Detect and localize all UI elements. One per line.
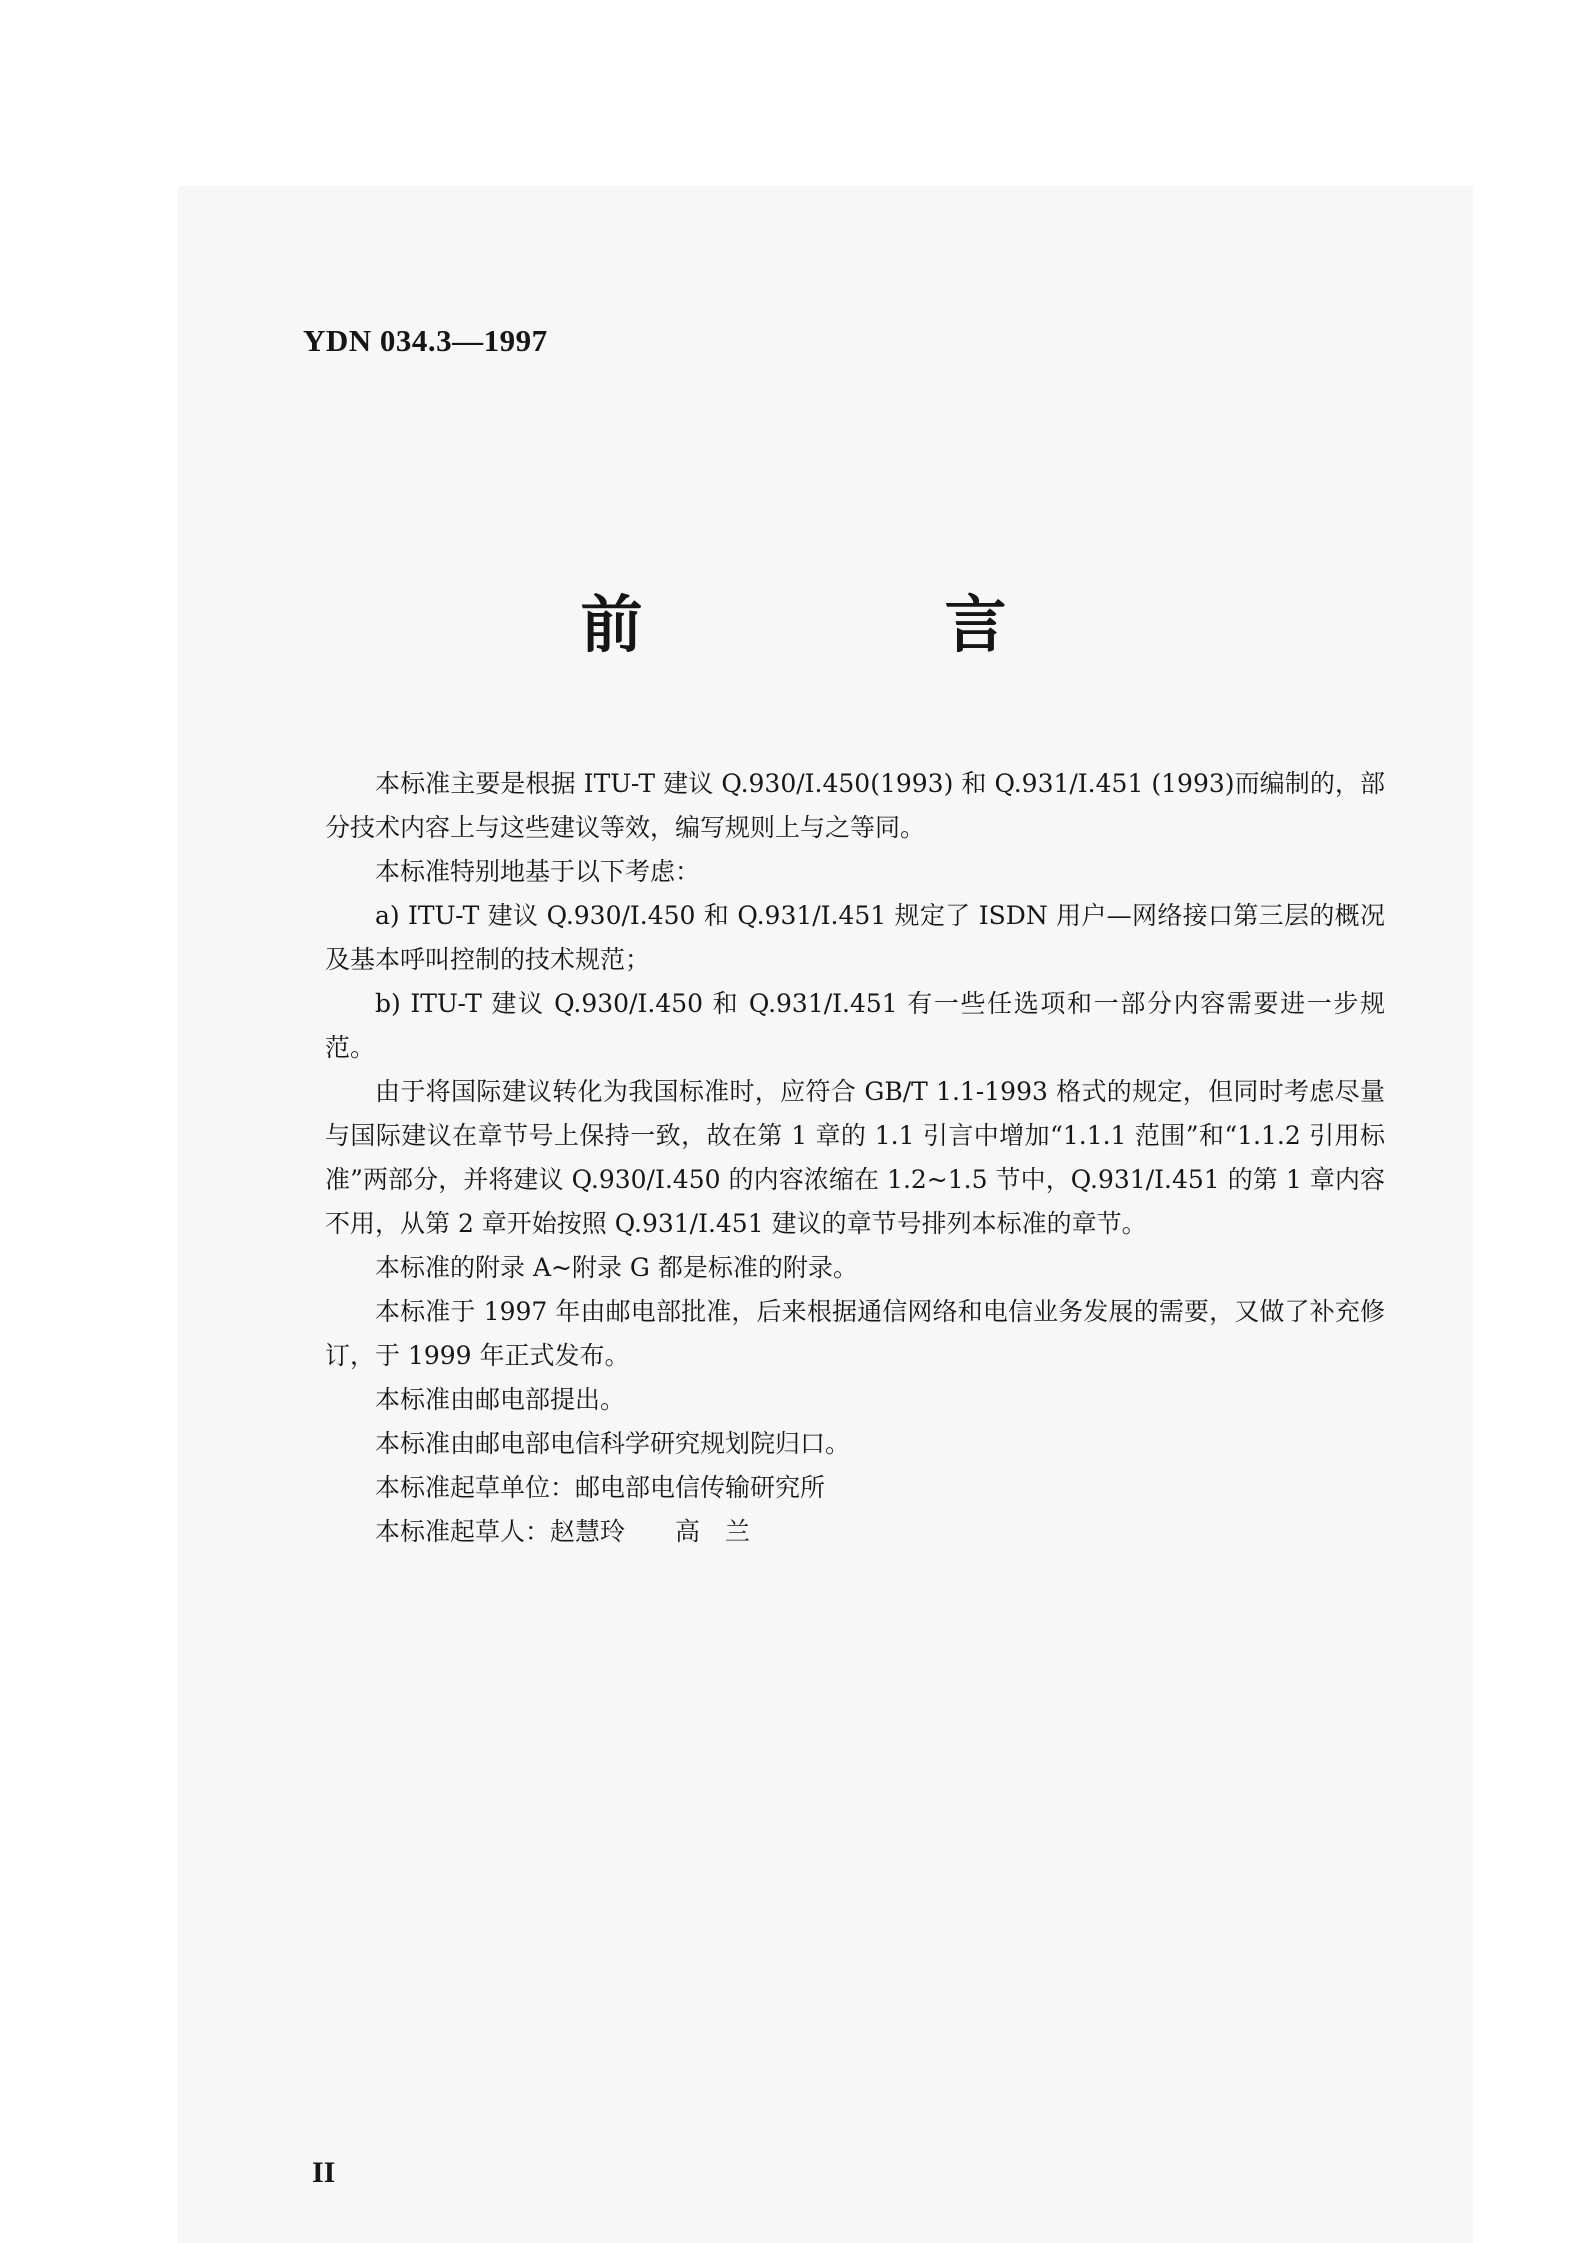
- foreword-body: [325, 762, 1385, 1554]
- page-number: II: [312, 2156, 336, 2189]
- paragraph: 本标准起草单位：邮电部电信传输研究所: [375, 1473, 826, 1502]
- paragraph: 由于将国际建议转化为我国标准时，应符合 GB/T 1.1-1993 格式的规定，但同时考虑尽量与国际建议在章节号上保持一致，故在第 1 章的 1.1 引言中增加“1.1.1 范围”和“1.1.2 引用标准”两部分，并将建议 Q.930/I.450 的内容浓缩在 1.2~1.5 节中，Q.931/I.451 的第 1 章内容不用，从第 2 章开始按照 Q.931/I.451 建议的章节号排列本标准的章节。: [325, 1077, 1385, 1238]
- page-title: 前 言: [580, 588, 1127, 661]
- paragraph: 本标准由邮电部电信科学研究规划院归口。: [375, 1429, 851, 1458]
- paragraph: 本标准主要是根据 ITU-T 建议 Q.930/I.450(1993) 和 Q.931/I.451 (1993)而编制的，部分技术内容上与这些建议等效，编写规则上与之等同。: [325, 769, 1385, 842]
- paragraph: a) ITU-T 建议 Q.930/I.450 和 Q.931/I.451 规定了 ISDN 用户—网络接口第三层的概况及基本呼叫控制的技术规范；: [325, 901, 1385, 974]
- document-code: YDN 034.3—1997: [303, 323, 548, 358]
- paragraph: b) ITU-T 建议 Q.930/I.450 和 Q.931/I.451 有一些任选项和一部分内容需要进一步规范。: [325, 989, 1385, 1062]
- paragraph: 本标准由邮电部提出。: [375, 1385, 626, 1414]
- paragraph: 本标准特别地基于以下考虑：: [375, 857, 701, 886]
- paragraph: 本标准起草人：赵慧玲 高 兰: [375, 1517, 751, 1546]
- paragraph: 本标准的附录 A~附录 G 都是标准的附录。: [375, 1253, 858, 1282]
- paragraph: 本标准于 1997 年由邮电部批准，后来根据通信网络和电信业务发展的需要，又做了补充修订，于 1999 年正式发布。: [325, 1297, 1385, 1370]
